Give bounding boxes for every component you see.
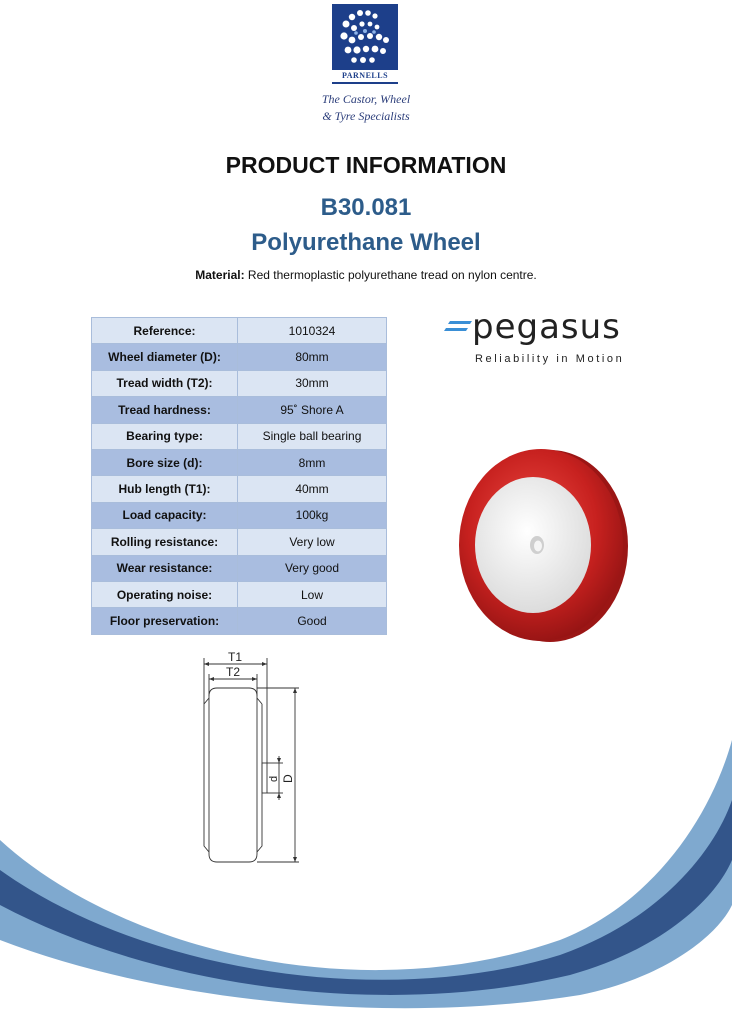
product-name: Polyurethane Wheel xyxy=(251,229,481,256)
spec-label: Wheel diameter (D): xyxy=(92,344,238,370)
tagline-line1: The Castor, Wheel xyxy=(321,92,411,106)
spec-label: Hub length (T1): xyxy=(92,476,238,502)
t1-label: T1 xyxy=(227,650,243,664)
product-code: B30.081 xyxy=(320,194,412,221)
spec-value: 8mm xyxy=(238,449,387,475)
spec-label: Load capacity: xyxy=(92,502,238,528)
spec-value: 40mm xyxy=(238,476,387,502)
pegasus-logo-text: pegasus xyxy=(472,307,621,347)
spec-label: Tread width (T2): xyxy=(92,370,238,396)
spec-value: Low xyxy=(238,581,387,607)
diameter-label: D xyxy=(281,774,295,783)
page-title: PRODUCT INFORMATION xyxy=(225,152,507,178)
spec-label: Tread hardness: xyxy=(92,397,238,423)
spec-value: Very low xyxy=(238,529,387,555)
t2-label: T2 xyxy=(225,665,241,679)
spec-label: Operating noise: xyxy=(92,581,238,607)
spec-value: 1010324 xyxy=(238,318,387,344)
spec-value: Good xyxy=(238,608,387,634)
bore-label: d xyxy=(268,775,280,782)
spec-value: 95˚ Shore A xyxy=(238,397,387,423)
spec-value: Single ball bearing xyxy=(238,423,387,449)
spec-label: Rolling resistance: xyxy=(92,529,238,555)
tagline-line2: & Tyre Specialists xyxy=(322,109,410,123)
spec-value: 100kg xyxy=(238,502,387,528)
material-label: Material: xyxy=(195,268,245,282)
spec-label: Bearing type: xyxy=(92,423,238,449)
spec-value: 80mm xyxy=(238,344,387,370)
spec-label: Wear resistance: xyxy=(92,555,238,581)
spec-label: Bore size (d): xyxy=(92,449,238,475)
material-text: Red thermoplastic polyurethane tread on nylon centre. xyxy=(244,268,537,282)
spec-label: Floor preservation: xyxy=(92,608,238,634)
spec-value: 30mm xyxy=(238,370,387,396)
logo-brand-name: PARNELLS xyxy=(332,70,398,82)
spec-value: Very good xyxy=(238,555,387,581)
pegasus-tagline: Reliability in Motion xyxy=(475,353,625,365)
spec-label: Reference: xyxy=(92,318,238,344)
